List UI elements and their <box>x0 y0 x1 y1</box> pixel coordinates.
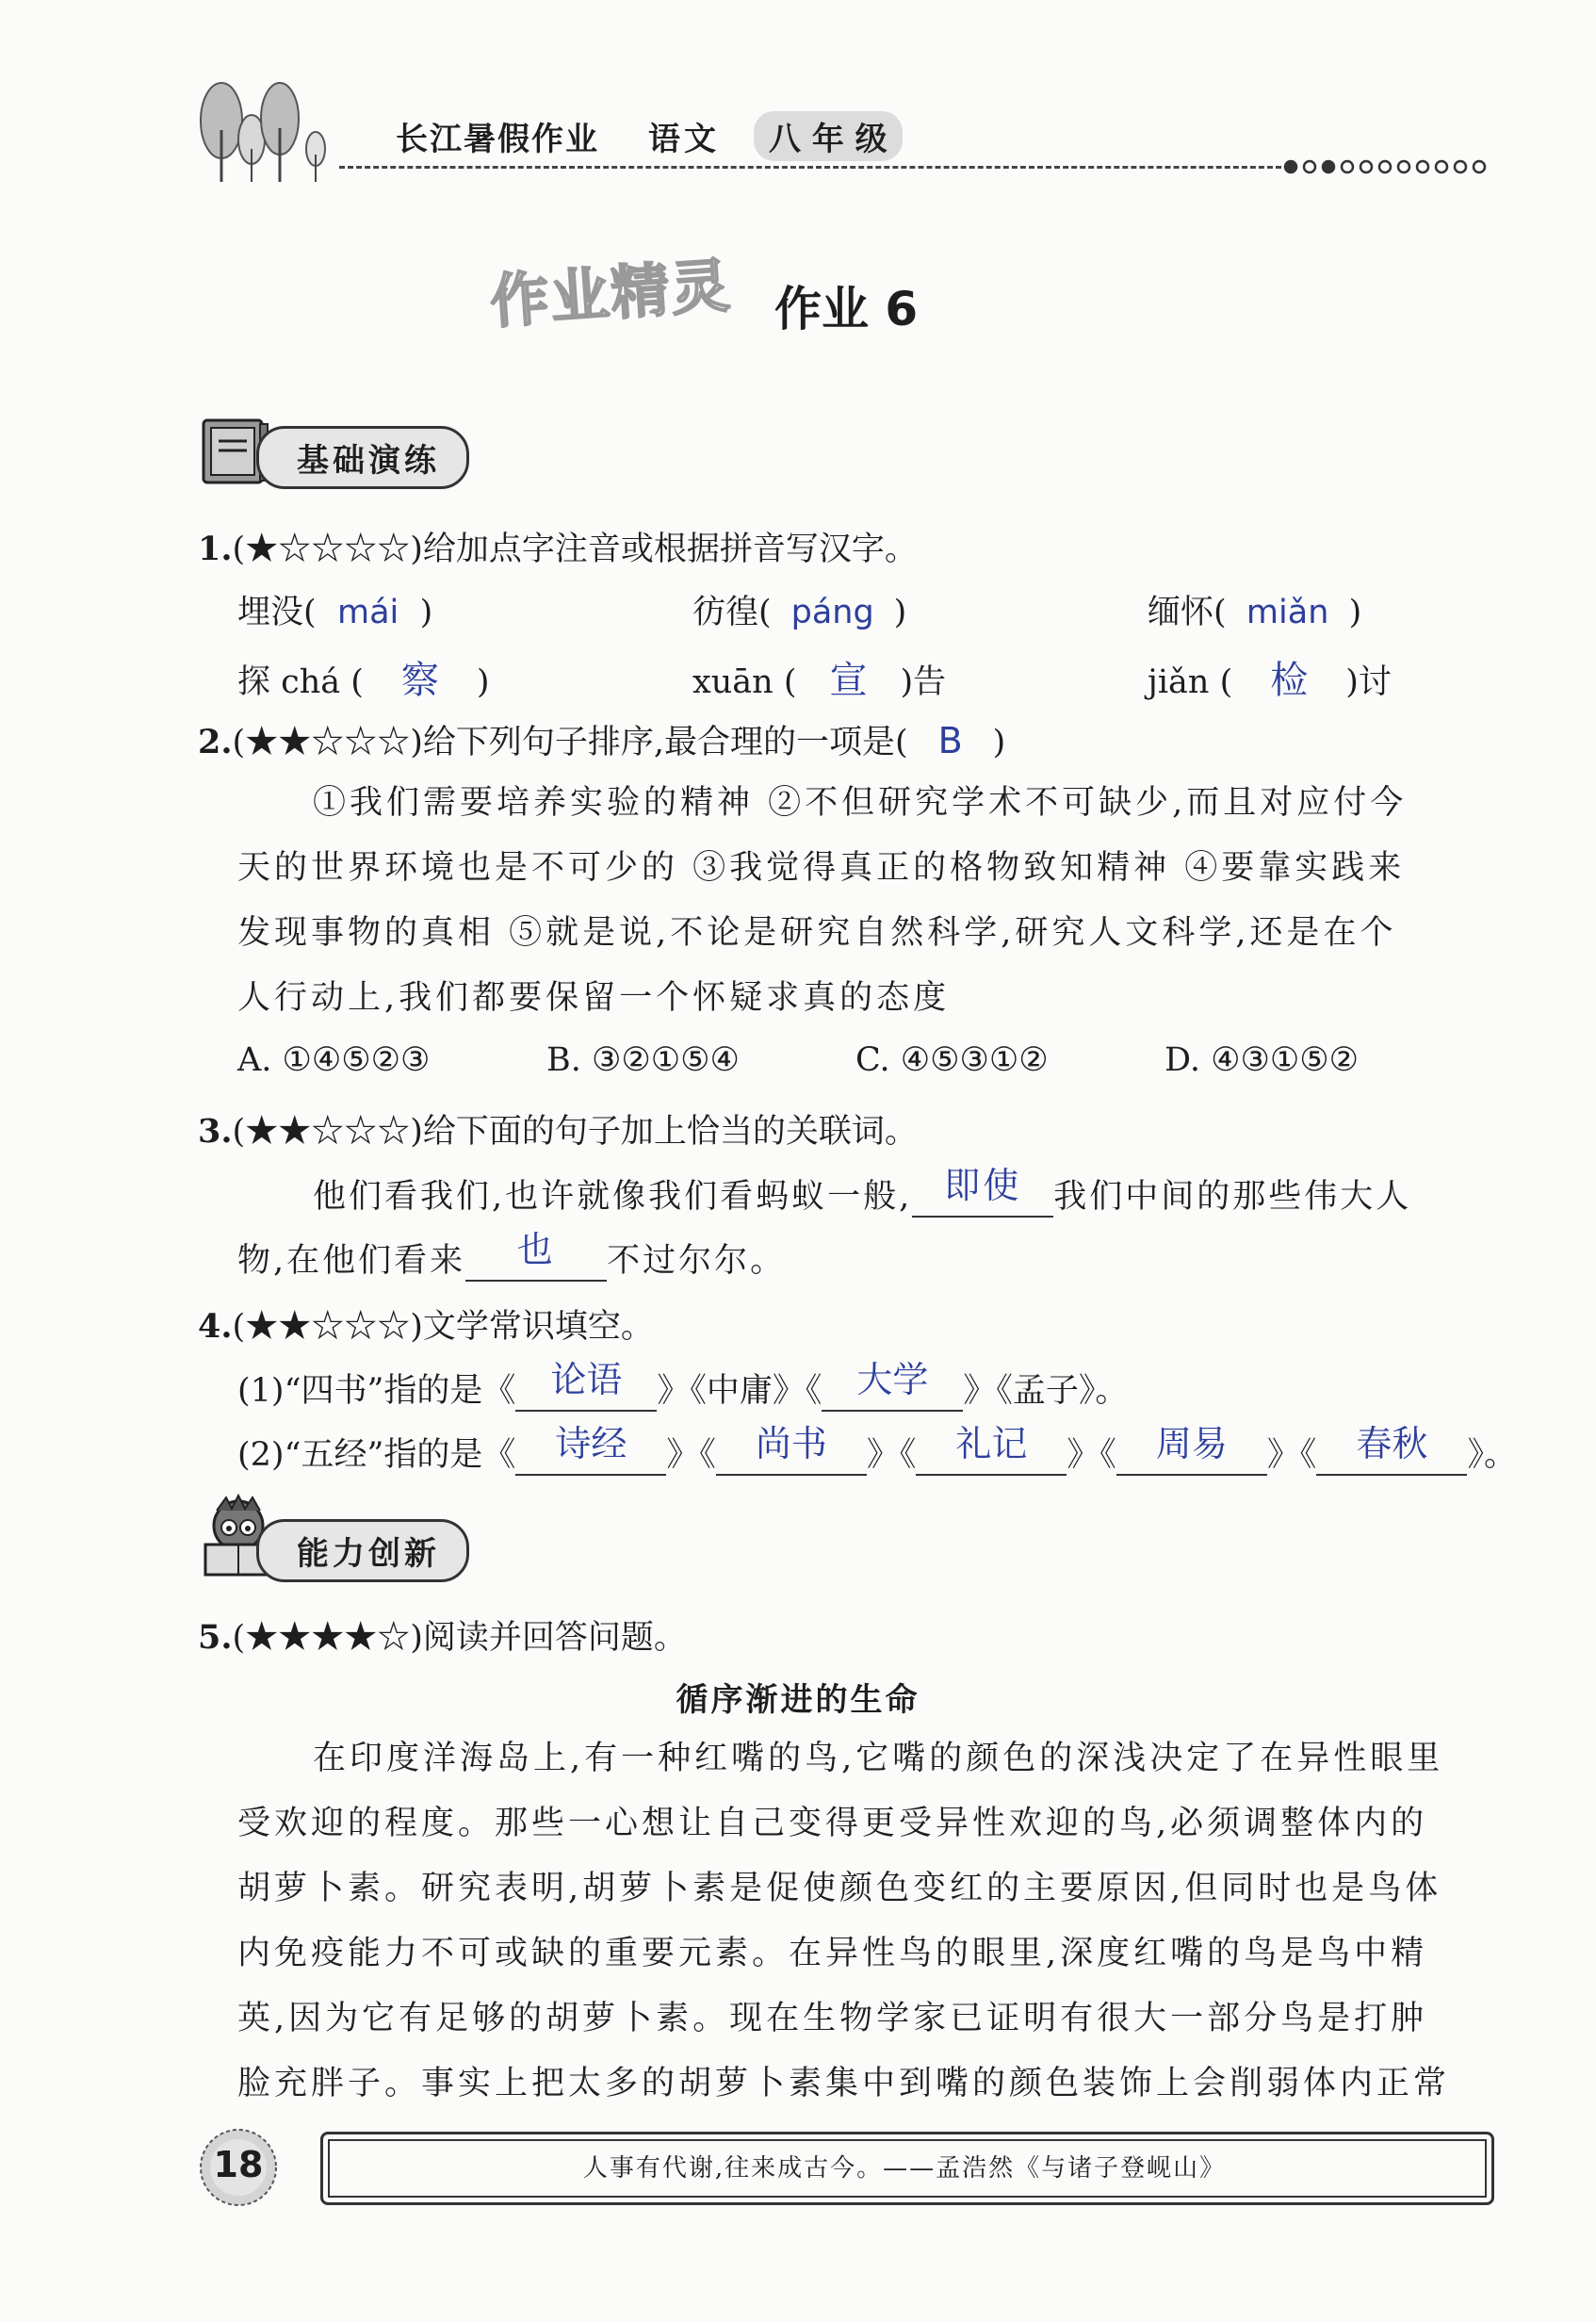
footer-quote: 人事有代谢,往来成古今。——孟浩然《与诸子登岘山》 <box>582 2154 1227 2183</box>
q4-text: 》《中庸》《 <box>657 1372 822 1410</box>
q1-stars: (★☆☆☆☆) <box>232 531 423 568</box>
q4-answer: 大学 <box>856 1359 929 1400</box>
q2-line: 发现事物的真相 ⑤就是说,不论是研究自然科学,研究人文科学,还是在个 <box>237 914 1397 952</box>
q1-item-6 <box>1148 650 1392 704</box>
q1-item-close: )告 <box>900 663 947 701</box>
q4-blank[interactable] <box>822 1359 963 1412</box>
q1-item-close: )讨 <box>1345 663 1392 701</box>
q2-option-d: D. ④③①⑤② <box>1164 1041 1359 1079</box>
q4-header <box>198 1300 654 1348</box>
q4-text: (2)“五经”指的是《 <box>237 1436 516 1474</box>
q1-item-word: 埋没( <box>237 594 317 631</box>
q2-close: ) <box>992 724 1006 761</box>
q2-header <box>198 716 1005 763</box>
article-line: 脸充胖子。事实上把太多的胡萝卜素集中到嘴的颜色装饰上会削弱体内正常 <box>237 2065 1451 2102</box>
q1-item-answer: miǎn <box>1246 594 1329 631</box>
q3-line-1 <box>313 1165 1412 1218</box>
q3-header <box>198 1105 918 1153</box>
q2-prompt: 给下列句子排序,最合理的一项是( <box>422 724 908 761</box>
q2-line: 天的世界环境也是不可少的 ③我觉得真正的格物致知精神 ④要靠实践来 <box>237 849 1406 887</box>
q1-item-answer: 检 <box>1270 659 1309 702</box>
q4-answer: 诗经 <box>555 1423 627 1464</box>
article-line: 在印度洋海岛上,有一种红嘴的鸟,它嘴的颜色的深浅决定了在异性眼里 <box>313 1740 1444 1777</box>
article-title: 循序渐进的生命 <box>676 1681 920 1719</box>
q1-item-4 <box>237 650 490 704</box>
q1-item-word: jiǎn ( <box>1148 663 1233 701</box>
q4-answer: 春秋 <box>1356 1423 1428 1464</box>
q3-blank-1[interactable] <box>912 1165 1053 1218</box>
article-line: 胡萝卜素。研究表明,胡萝卜素是促使颜色变红的主要原因,但同时也是鸟体 <box>237 1870 1442 1907</box>
q3-prompt: 给下面的句子加上恰当的关联词。 <box>422 1113 918 1151</box>
q2-stars: (★★☆☆☆) <box>232 724 423 761</box>
header-dashed-rule <box>339 166 1281 169</box>
q4-answer: 尚书 <box>755 1423 827 1464</box>
q1-item-3 <box>1148 586 1361 633</box>
q5-number: 5. <box>198 1618 233 1657</box>
q3-text: 他们看我们,也许就像我们看蚂蚁一般, <box>313 1178 913 1216</box>
q5-prompt: 阅读并回答问题。 <box>422 1619 687 1657</box>
q2-sentences <box>237 771 1490 1031</box>
q4-blank[interactable] <box>1316 1423 1467 1476</box>
header-subject: 语文 <box>648 121 720 158</box>
q1-item-word: 彷徨( <box>692 594 772 631</box>
q2-option-a: A. ①④⑤②③ <box>237 1041 431 1079</box>
q4-text: (1)“四书”指的是《 <box>237 1372 516 1410</box>
q3-number: 3. <box>198 1112 233 1151</box>
q2-answer: B <box>937 720 963 761</box>
q5-stars: (★★★★☆) <box>232 1619 423 1657</box>
page-number: 18 <box>213 2144 264 2185</box>
q1-item-close: ) <box>419 594 433 631</box>
q4-stars: (★★☆☆☆) <box>232 1308 423 1346</box>
header-dots <box>1281 156 1498 177</box>
q3-stars: (★★☆☆☆) <box>232 1113 423 1151</box>
q1-header <box>198 523 918 570</box>
q1-item-2 <box>692 586 906 633</box>
q3-text: 不过尔尔。 <box>607 1242 787 1280</box>
q1-item-answer: 宣 <box>829 659 868 702</box>
q4-sep: 》《 <box>1067 1436 1116 1474</box>
q1-item-5 <box>692 650 946 704</box>
q4-answer: 礼记 <box>955 1423 1028 1464</box>
q1-item-word: 探 chá ( <box>237 663 364 701</box>
q1-item-answer: mái <box>337 594 399 631</box>
q1-item-close: ) <box>1348 594 1362 631</box>
q1-item-1 <box>237 586 432 633</box>
article-line: 受欢迎的程度。那些一心想让自己变得更受异性欢迎的鸟,必须调整体内的 <box>237 1805 1428 1842</box>
header-grade: 八 年 级 <box>754 111 903 161</box>
article-line: 英,因为它有足够的胡萝卜素。现在生物学家已证明有很大一部分鸟是打肿 <box>237 2000 1428 2037</box>
watermark: 作业精灵 <box>488 251 734 336</box>
section-ability-label: 能力创新 <box>256 1519 469 1582</box>
q2-option-c: C. ④⑤③①② <box>855 1041 1049 1079</box>
section-basic-label: 基础演练 <box>256 426 469 489</box>
q4-number: 4. <box>198 1307 233 1346</box>
q4-blank[interactable] <box>515 1359 657 1412</box>
q1-item-word: 缅怀( <box>1148 594 1227 631</box>
q1-item-answer: páng <box>790 594 874 631</box>
q3-answer-1: 即使 <box>944 1165 1022 1206</box>
q4-blank[interactable] <box>1116 1423 1267 1476</box>
q4-line-2 <box>237 1423 1517 1476</box>
q4-prompt: 文学常识填空。 <box>422 1308 654 1346</box>
q4-blank[interactable] <box>515 1423 666 1476</box>
q1-number: 1. <box>198 530 233 568</box>
q5-header <box>198 1611 687 1659</box>
q1-prompt: 给加点字注音或根据拼音写汉字。 <box>422 531 918 568</box>
q3-answer-2: 也 <box>516 1229 556 1270</box>
page-title: 作业 6 <box>774 282 919 336</box>
q2-line: 人行动上,我们都要保留一个怀疑求真的态度 <box>237 979 951 1017</box>
q3-blank-2[interactable] <box>465 1229 607 1282</box>
q4-sep: 》《 <box>1266 1436 1317 1474</box>
q4-blank[interactable] <box>716 1423 867 1476</box>
q3-text: 物,在他们看来 <box>237 1242 466 1280</box>
q4-text: 》《孟子》。 <box>963 1372 1129 1410</box>
q2-number: 2. <box>198 723 233 761</box>
header-trees-icon <box>193 74 344 187</box>
q4-line-1 <box>237 1359 1129 1412</box>
q4-text: 》。 <box>1467 1436 1517 1474</box>
page-number-badge <box>196 2125 281 2210</box>
article-paragraph <box>237 1726 1490 2117</box>
header-book-title: 长江暑假作业 <box>396 121 599 158</box>
q4-blank[interactable] <box>916 1423 1067 1476</box>
q4-answer: 周易 <box>1155 1423 1228 1464</box>
q1-item-close: ) <box>893 594 907 631</box>
q2-option-b: B. ③②①⑤④ <box>546 1041 740 1079</box>
q4-sep: 》《 <box>666 1436 716 1474</box>
q3-text: 我们中间的那些伟大人 <box>1053 1178 1412 1216</box>
q4-answer: 论语 <box>550 1359 623 1400</box>
q1-item-answer: 察 <box>400 659 439 702</box>
q2-line: ①我们需要培养实验的精神 ②不但研究学术不可缺少,而且对应付今 <box>313 784 1408 822</box>
q4-sep: 》《 <box>866 1436 917 1474</box>
article-line: 内免疫能力不可或缺的重要元素。在异性鸟的眼里,深度红嘴的鸟是鸟中精 <box>237 1935 1428 1972</box>
q1-item-word: xuān ( <box>692 663 797 701</box>
q3-line-2 <box>237 1229 787 1282</box>
q1-item-close: ) <box>476 663 490 701</box>
